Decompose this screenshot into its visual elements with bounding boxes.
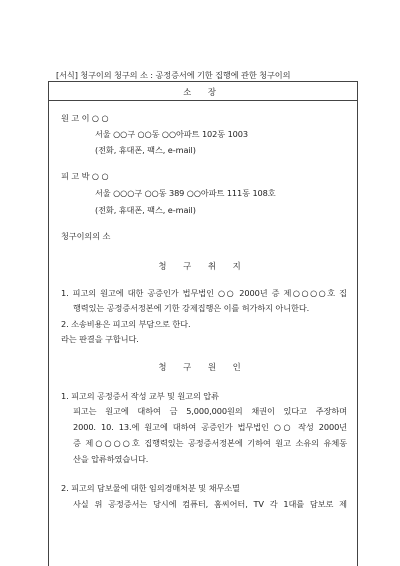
cause-heading: 청 구 원 인 — [158, 362, 248, 372]
cause-paragraph-line: 2000. 10. 13.에 원고에 대하여 공증인가 법무법인 ○○ 작성 2000년 — [73, 422, 347, 432]
case-name: 청구이의의 소 — [61, 231, 111, 241]
plaintiff-contact: (전화, 휴대폰, 팩스, e-mail) — [95, 145, 196, 155]
cause-section-title: 2. 피고의 담보물에 대한 임의경매처분 및 채무소멸 — [61, 483, 240, 493]
claim-closing: 라는 판결을 구합니다. — [61, 334, 139, 344]
claim-item: 행력있는 공정증서정본에 기한 강제집행은 이를 허가하지 아니한다. — [73, 303, 310, 313]
complaint-title: 소 장 — [183, 87, 223, 97]
complaint-form — [48, 81, 358, 566]
plaintiff-address: 서울 ○○구 ○○동 ○○아파트 102동 1003 — [95, 129, 249, 139]
cause-paragraph-line: 증 제○○○○호 집행력있는 공정증서정본에 기하여 원고 소유의 유체동 — [73, 438, 347, 448]
claim-item: 1. 피고의 원고에 대한 공증인가 법무법인 ○○ 2000년 증 제○○○○호 집 — [61, 288, 347, 298]
cause-paragraph-line: 산을 압류하였습니다. — [73, 454, 149, 464]
cause-section-title: 1. 피고의 공정증서 작성 교부 및 원고의 압류 — [61, 391, 219, 401]
defendant-name: 피 고 박 ○ ○ — [61, 171, 109, 181]
claim-heading: 청 구 취 지 — [158, 261, 248, 271]
cause-paragraph-line: 사실 위 공정증서는 당시에 컴퓨터, 홈씨어터, TV 각 1대를 담보로 제 — [73, 499, 347, 509]
defendant-address: 서울 ○○○구 ○○동 389 ○○아파트 111동 108호 — [95, 188, 276, 198]
defendant-contact: (전화, 휴대폰, 팩스, e-mail) — [95, 205, 196, 215]
plaintiff-name: 원 고 이 ○ ○ — [61, 113, 109, 123]
claim-item: 2. 소송비용은 피고의 부담으로 한다. — [61, 319, 191, 329]
cause-paragraph-line: 피고는 원고에 대하여 금 5,000,000원의 채권이 있다고 주장하며 — [73, 406, 347, 416]
document-caption: [서식] 청구이의 청구의 소 : 공정증서에 기한 집행에 관한 청구이의 — [56, 70, 291, 80]
title-divider — [49, 100, 357, 101]
